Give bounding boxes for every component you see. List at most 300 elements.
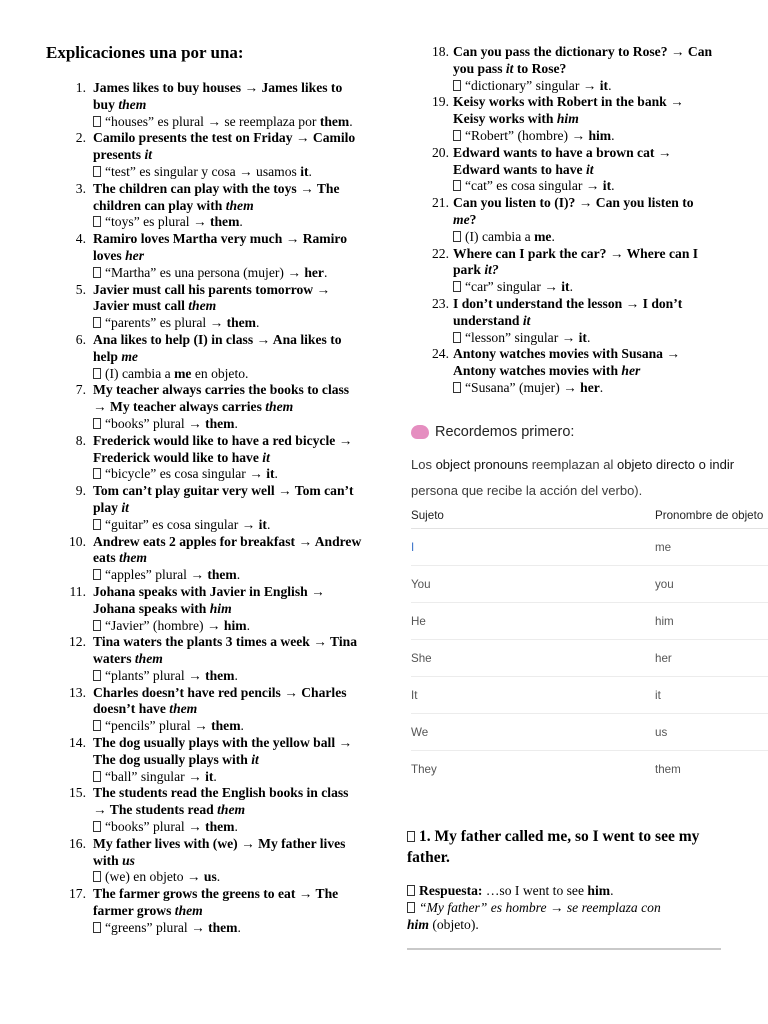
item-number: 15. bbox=[69, 785, 86, 801]
explanation-text: usamos bbox=[256, 163, 297, 179]
explanation-pronoun: her bbox=[304, 264, 324, 280]
table-row bbox=[411, 751, 768, 779]
table-row bbox=[411, 640, 768, 677]
explanation-pronoun: it bbox=[561, 279, 570, 295]
answer-pronoun: him bbox=[556, 111, 579, 127]
item-number: 5. bbox=[75, 281, 86, 297]
explanation-end: . bbox=[323, 264, 328, 280]
arrow-icon: → bbox=[239, 163, 253, 179]
item-number: 10. bbox=[69, 533, 86, 549]
explanation-line bbox=[93, 517, 365, 534]
checkbox-icon bbox=[93, 368, 101, 379]
explanation-text: “Susana” (mujer) bbox=[465, 379, 560, 395]
item-number: 8. bbox=[75, 432, 86, 448]
item-number: 20. bbox=[432, 144, 449, 160]
checkbox-icon bbox=[93, 116, 101, 127]
answer-pronoun: it bbox=[121, 499, 129, 515]
explanation-end: . bbox=[239, 214, 243, 230]
question-line bbox=[93, 685, 365, 719]
checkbox-icon bbox=[93, 720, 101, 731]
explanation-line bbox=[93, 214, 365, 231]
arrow-icon: → bbox=[207, 113, 221, 129]
explanation-pronoun: it bbox=[258, 516, 267, 532]
explanation-line bbox=[453, 128, 718, 145]
pronoun-table bbox=[411, 502, 768, 778]
checkbox-icon bbox=[453, 332, 461, 343]
explanation-end: . bbox=[611, 127, 615, 143]
explanation-text: “houses” es plural bbox=[105, 113, 204, 129]
item-number: 22. bbox=[432, 245, 449, 261]
explanation-pronoun: it bbox=[578, 329, 587, 345]
explanation-line bbox=[93, 819, 365, 836]
arrow-icon: → bbox=[657, 144, 672, 160]
list-item bbox=[0, 332, 395, 382]
arrow-icon: → bbox=[300, 180, 314, 196]
explanation-line bbox=[93, 668, 365, 685]
explanation-line bbox=[93, 416, 365, 433]
explanation-line bbox=[93, 315, 365, 332]
explanation-line bbox=[93, 618, 365, 635]
answer-text: Javier must call bbox=[93, 298, 185, 314]
answer-pronoun: them bbox=[118, 96, 147, 112]
answer-pronoun: it bbox=[522, 312, 531, 328]
explanation-pronoun: me bbox=[174, 365, 192, 381]
example-answer bbox=[407, 882, 727, 933]
subject-cell: He bbox=[411, 603, 655, 640]
explanation-pronoun: them bbox=[208, 919, 238, 935]
explanation-text: “guitar” es cosa singular bbox=[105, 516, 239, 532]
explanation-pronoun: it bbox=[602, 178, 612, 194]
checkbox-icon bbox=[93, 569, 101, 580]
item-number: 12. bbox=[69, 634, 86, 650]
explanation-text: “cat” es cosa singular bbox=[465, 178, 583, 194]
divider bbox=[407, 948, 721, 950]
list-item bbox=[0, 785, 395, 835]
arrow-icon: → bbox=[298, 886, 313, 902]
answer-note-pronoun: him bbox=[407, 917, 429, 932]
explanation-end: . bbox=[551, 228, 555, 244]
explanation-line bbox=[93, 265, 365, 282]
list-item bbox=[395, 195, 768, 245]
answer-pronoun: them bbox=[174, 903, 203, 919]
question-text: Can you pass the dictionary to Rose? bbox=[453, 44, 668, 59]
question-line bbox=[453, 346, 718, 380]
explanation-end: . bbox=[349, 113, 353, 129]
question-line bbox=[453, 145, 718, 179]
list-item bbox=[395, 94, 768, 144]
arrow-icon: → bbox=[311, 583, 325, 599]
checkbox-icon bbox=[93, 771, 101, 782]
answer-text: Ana likes to help bbox=[93, 331, 342, 364]
item-number: 4. bbox=[75, 231, 86, 247]
answer-pronoun: it? bbox=[484, 262, 499, 278]
header-object-pronoun: Pronombre de objeto bbox=[655, 502, 768, 529]
arrow-icon: → bbox=[316, 281, 331, 297]
explanation-end: . bbox=[266, 516, 271, 532]
list-item bbox=[0, 836, 395, 886]
question-line bbox=[93, 534, 365, 568]
explanation-line bbox=[453, 178, 718, 195]
checkbox-icon bbox=[407, 885, 415, 896]
explanation-end: . bbox=[246, 617, 250, 633]
item-number: 23. bbox=[432, 295, 449, 311]
question-text: The children can play with the toys bbox=[93, 180, 297, 196]
question-line bbox=[93, 886, 365, 920]
explanation-end: . bbox=[237, 919, 241, 935]
answer-pronoun: us bbox=[122, 852, 135, 868]
explanation-pronoun: it bbox=[599, 77, 609, 93]
checkbox-icon bbox=[453, 231, 461, 242]
item-number: 18. bbox=[432, 44, 449, 59]
explanation-text: “bicycle” es cosa singular bbox=[105, 466, 246, 482]
question-line bbox=[93, 634, 365, 668]
item-number: 13. bbox=[69, 684, 86, 700]
question-line bbox=[93, 735, 365, 769]
object-pronoun-cell: me bbox=[655, 529, 768, 566]
object-pronoun-cell: us bbox=[655, 714, 768, 751]
explanation-line bbox=[93, 466, 365, 483]
answer-text: The farmer grows bbox=[93, 886, 339, 919]
checkbox-icon bbox=[407, 831, 415, 842]
question-line bbox=[93, 836, 365, 870]
explanation-pronoun: us bbox=[203, 869, 217, 885]
arrow-icon: → bbox=[186, 869, 201, 885]
explanation-end: . bbox=[234, 667, 238, 683]
question-line bbox=[93, 181, 365, 215]
question-line bbox=[453, 94, 718, 128]
answer-pronoun: them bbox=[265, 399, 294, 415]
answer-pronoun: them bbox=[225, 197, 254, 213]
list-item bbox=[0, 382, 395, 432]
arrow-icon: → bbox=[241, 516, 256, 532]
question-line bbox=[93, 282, 365, 316]
question-line bbox=[453, 195, 718, 229]
brain-icon bbox=[411, 425, 429, 439]
question-line bbox=[93, 433, 365, 467]
explanation-line bbox=[93, 114, 365, 131]
explanation-text: “test” es singular y cosa bbox=[105, 163, 236, 179]
explanation-text: (I) cambia a bbox=[465, 228, 531, 244]
answer-text: Where can I park bbox=[453, 245, 699, 278]
question-text: The students read the English books in class bbox=[93, 785, 349, 801]
item-number: 24. bbox=[432, 346, 449, 362]
explanation-end: . bbox=[234, 819, 238, 835]
answer-text: Ramiro loves bbox=[93, 231, 347, 263]
explanation-end: . bbox=[569, 279, 573, 295]
arrow-icon: → bbox=[544, 279, 558, 295]
object-pronoun-cell: it bbox=[655, 677, 768, 714]
explanation-end: . bbox=[308, 163, 312, 179]
arrow-icon: → bbox=[670, 44, 685, 59]
question-text: James likes to buy houses bbox=[93, 80, 242, 95]
answer-pronoun: him bbox=[587, 883, 611, 898]
example-block bbox=[407, 826, 727, 933]
answer-text: The children can play with bbox=[93, 180, 340, 213]
explanation-line bbox=[453, 330, 718, 347]
question-text: My teacher always carries the books to class bbox=[93, 382, 350, 398]
question-text: Tom can’t play guitar very well bbox=[93, 483, 275, 499]
answer-pronoun: it bbox=[262, 449, 270, 465]
list-item bbox=[0, 584, 395, 634]
list-item bbox=[0, 483, 395, 533]
arrow-icon: → bbox=[284, 684, 298, 700]
explanation-line bbox=[453, 279, 718, 296]
answer-pronoun: them bbox=[134, 651, 163, 667]
explanation-line bbox=[93, 920, 365, 937]
explanation-pronoun: it bbox=[300, 163, 309, 179]
list-item bbox=[0, 231, 395, 281]
arrow-icon: → bbox=[285, 231, 300, 247]
answer-pronoun: her bbox=[621, 363, 641, 379]
question-text: Ana likes to help (I) in class bbox=[93, 331, 254, 347]
question-line bbox=[453, 246, 718, 280]
table-header-row bbox=[411, 502, 768, 529]
explanation-pronoun: him bbox=[588, 127, 612, 143]
question-line bbox=[93, 130, 365, 164]
item-number: 9. bbox=[75, 483, 86, 499]
explanation-text: “books” plural bbox=[105, 415, 185, 431]
explanation-pronoun: him bbox=[223, 617, 247, 633]
arrow-icon: → bbox=[563, 379, 577, 395]
arrow-icon: → bbox=[256, 331, 271, 347]
subject-cell: They bbox=[411, 751, 655, 779]
object-pronoun-cell: them bbox=[655, 751, 768, 779]
list-item bbox=[395, 44, 768, 94]
explanation-pronoun: them bbox=[226, 315, 257, 331]
item-number: 17. bbox=[69, 886, 86, 902]
question-text: Edward wants to have a brown cat bbox=[453, 144, 655, 160]
question-line bbox=[93, 382, 365, 416]
question-text: Charles doesn’t have red pencils bbox=[93, 684, 281, 700]
answer-text: Can you pass bbox=[453, 44, 713, 76]
question-line bbox=[93, 483, 365, 517]
section-heading: Explicaciones una por una: bbox=[46, 43, 244, 62]
explanation-pronoun: them bbox=[205, 667, 235, 683]
reminder-title-text: Recordemos primero: bbox=[435, 424, 575, 440]
answer-note: “My father” es hombre → se reemplaza con bbox=[419, 900, 661, 915]
explanation-pronoun: them bbox=[319, 113, 350, 129]
checkbox-icon bbox=[93, 317, 101, 328]
answer-text: My father lives with bbox=[93, 835, 346, 868]
answer-text: Tina waters bbox=[93, 634, 357, 667]
arrow-icon: → bbox=[338, 432, 353, 448]
item-number: 6. bbox=[75, 331, 86, 347]
arrow-icon: → bbox=[192, 214, 207, 230]
explanation-end: . bbox=[216, 869, 221, 885]
checkbox-icon bbox=[93, 519, 101, 530]
arrow-icon: → bbox=[188, 415, 202, 431]
answer-text: Antony watches movies with bbox=[453, 363, 619, 379]
arrow-icon: → bbox=[338, 735, 353, 751]
answer-pronoun: her bbox=[125, 247, 144, 263]
checkbox-icon bbox=[407, 902, 415, 913]
answer-text: Andrew eats bbox=[93, 533, 362, 566]
answer-pronoun: me bbox=[121, 348, 138, 364]
question-line bbox=[93, 332, 365, 366]
question-text: Tina waters the plants 3 times a week bbox=[93, 634, 310, 650]
answer-pronoun: it bbox=[505, 60, 514, 76]
arrow-icon: → bbox=[93, 802, 107, 818]
checkbox-icon bbox=[93, 670, 101, 681]
answer-text: Frederick would like to have bbox=[93, 449, 259, 465]
explanation-text: “Robert” (hombre) bbox=[465, 127, 569, 143]
object-pronoun-cell: her bbox=[655, 640, 768, 677]
answer-end: . bbox=[610, 883, 614, 898]
paragraph-strong: objeto directo o indir bbox=[616, 457, 735, 472]
arrow-icon: → bbox=[313, 634, 327, 650]
arrow-icon: → bbox=[188, 819, 202, 835]
answer-pronoun: them bbox=[217, 802, 246, 818]
item-number: 7. bbox=[75, 382, 86, 398]
arrow-icon: → bbox=[188, 768, 202, 784]
reminder-paragraph bbox=[411, 452, 768, 504]
explanation-text: (I) cambia a bbox=[105, 365, 171, 381]
arrow-icon: → bbox=[241, 835, 255, 851]
item-number: 16. bbox=[69, 835, 86, 851]
answer-pronoun: it bbox=[251, 751, 259, 767]
explanation-text: “plants” plural bbox=[105, 667, 185, 683]
arrow-icon: → bbox=[561, 329, 576, 345]
checkbox-icon bbox=[93, 166, 101, 177]
arrow-icon: → bbox=[670, 94, 684, 110]
explanation-end: . bbox=[234, 415, 238, 431]
explanation-end: . bbox=[240, 718, 244, 734]
answer-end: to Rose? bbox=[516, 60, 567, 76]
arrow-icon: → bbox=[191, 919, 205, 935]
explanation-pronoun: it bbox=[266, 466, 275, 482]
item-number: 2. bbox=[75, 130, 86, 146]
question-text: Where can I park the car? bbox=[453, 245, 607, 261]
explanation-text: “apples” plural bbox=[105, 567, 187, 583]
subject-cell: It bbox=[411, 677, 655, 714]
arrow-icon: → bbox=[194, 718, 208, 734]
list-item bbox=[395, 145, 768, 195]
explanation-text: “lesson” singular bbox=[465, 329, 559, 345]
explanation-line bbox=[453, 229, 718, 246]
arrow-icon: → bbox=[571, 127, 586, 143]
arrow-icon: → bbox=[585, 178, 600, 194]
item-number: 19. bbox=[432, 94, 449, 110]
question-text: Camilo presents the test on Friday bbox=[93, 130, 293, 146]
arrow-icon: → bbox=[209, 315, 224, 331]
explanation-pronoun: it bbox=[205, 768, 214, 784]
question-line bbox=[93, 80, 365, 114]
explanation-pronoun: them bbox=[207, 567, 237, 583]
list-item bbox=[395, 246, 768, 296]
answer-text: My teacher always carries bbox=[110, 399, 262, 415]
explanation-line bbox=[93, 718, 365, 735]
arrow-icon: → bbox=[93, 399, 107, 415]
subject-cell: We bbox=[411, 714, 655, 751]
arrow-icon: → bbox=[206, 617, 221, 633]
list-item bbox=[0, 685, 395, 735]
explanation-line bbox=[453, 78, 718, 95]
arrow-icon: → bbox=[578, 195, 593, 211]
question-line bbox=[93, 584, 365, 618]
explanation-text: se reemplaza por bbox=[224, 113, 317, 129]
item-number: 14. bbox=[69, 735, 86, 751]
checkbox-icon bbox=[93, 468, 101, 479]
question-line bbox=[453, 296, 718, 330]
explanation-end: . bbox=[608, 77, 612, 93]
explanation-end: . bbox=[213, 768, 217, 784]
question-text: The dog usually plays with the yellow ball bbox=[93, 735, 336, 751]
arrow-icon: → bbox=[295, 130, 310, 146]
answer-pronoun: them bbox=[169, 701, 198, 717]
checkbox-icon bbox=[93, 922, 101, 933]
paragraph-text: reemplazan al bbox=[528, 457, 617, 472]
item-number: 3. bbox=[75, 180, 86, 196]
question-text: Andrew eats 2 apples for breakfast bbox=[93, 533, 296, 549]
explanation-pronoun: her bbox=[580, 379, 600, 395]
subject-cell: I bbox=[411, 529, 655, 566]
answer-text: Tom can’t play bbox=[93, 483, 354, 515]
explanation-end: . bbox=[256, 315, 260, 331]
answer-pronoun: them bbox=[188, 298, 217, 314]
explanation-pronoun: them bbox=[209, 214, 240, 230]
question-text: Can you listen to (I)? bbox=[453, 195, 576, 211]
explanation-text: (we) en objeto bbox=[105, 869, 184, 885]
subject-cell: She bbox=[411, 640, 655, 677]
arrow-icon: → bbox=[625, 295, 640, 311]
question-line bbox=[93, 231, 365, 265]
list-item bbox=[0, 634, 395, 684]
checkbox-icon bbox=[93, 620, 101, 631]
arrow-icon: → bbox=[609, 245, 624, 261]
list-item bbox=[395, 296, 768, 346]
explanation-text: “toys” es plural bbox=[105, 214, 190, 230]
checkbox-icon bbox=[93, 267, 101, 278]
answer-text: The students read bbox=[109, 802, 214, 818]
list-item bbox=[0, 433, 395, 483]
checkbox-icon bbox=[453, 130, 461, 141]
item-number: 11. bbox=[69, 583, 86, 599]
explanation-text: “pencils” plural bbox=[105, 718, 191, 734]
answer-text: Edward wants to have bbox=[453, 161, 583, 177]
answer-text: Keisy works with bbox=[453, 111, 554, 127]
item-number: 21. bbox=[432, 195, 449, 211]
arrow-icon: → bbox=[190, 567, 204, 583]
explanation-text: “car” singular bbox=[465, 279, 541, 295]
explanation-end: . bbox=[274, 466, 278, 482]
explanation-end: en objeto. bbox=[191, 365, 249, 381]
question-text: The farmer grows the greens to eat bbox=[93, 886, 296, 902]
explanation-text: “books” plural bbox=[105, 819, 185, 835]
explanation-end: . bbox=[611, 178, 615, 194]
explanation-pronoun: them bbox=[211, 718, 241, 734]
answer-pronoun: it bbox=[585, 161, 594, 177]
item-number: 1. bbox=[75, 80, 86, 95]
arrow-icon: → bbox=[582, 77, 597, 93]
question-text: Javier must call his parents tomorrow bbox=[93, 281, 314, 297]
object-pronoun-cell: you bbox=[655, 566, 768, 603]
checkbox-icon bbox=[453, 382, 461, 393]
question-line bbox=[93, 785, 365, 819]
table-row bbox=[411, 677, 768, 714]
question-text: I don’t understand the lesson bbox=[453, 295, 623, 311]
explanation-end: . bbox=[236, 567, 241, 583]
answer-note-end: (objeto). bbox=[428, 917, 479, 932]
answer-pronoun: them bbox=[119, 550, 148, 566]
list-item bbox=[0, 80, 395, 130]
question-text: Frederick would like to have a red bicycle bbox=[93, 432, 336, 448]
paragraph-strong: object pronouns bbox=[435, 457, 529, 472]
example-title-text: 1. My father called me, so I went to see my father. bbox=[407, 828, 700, 866]
answer-text: Camilo presents bbox=[93, 130, 356, 163]
pasted-screenshot bbox=[407, 418, 768, 778]
list-item bbox=[0, 282, 395, 332]
checkbox-icon bbox=[453, 180, 461, 191]
